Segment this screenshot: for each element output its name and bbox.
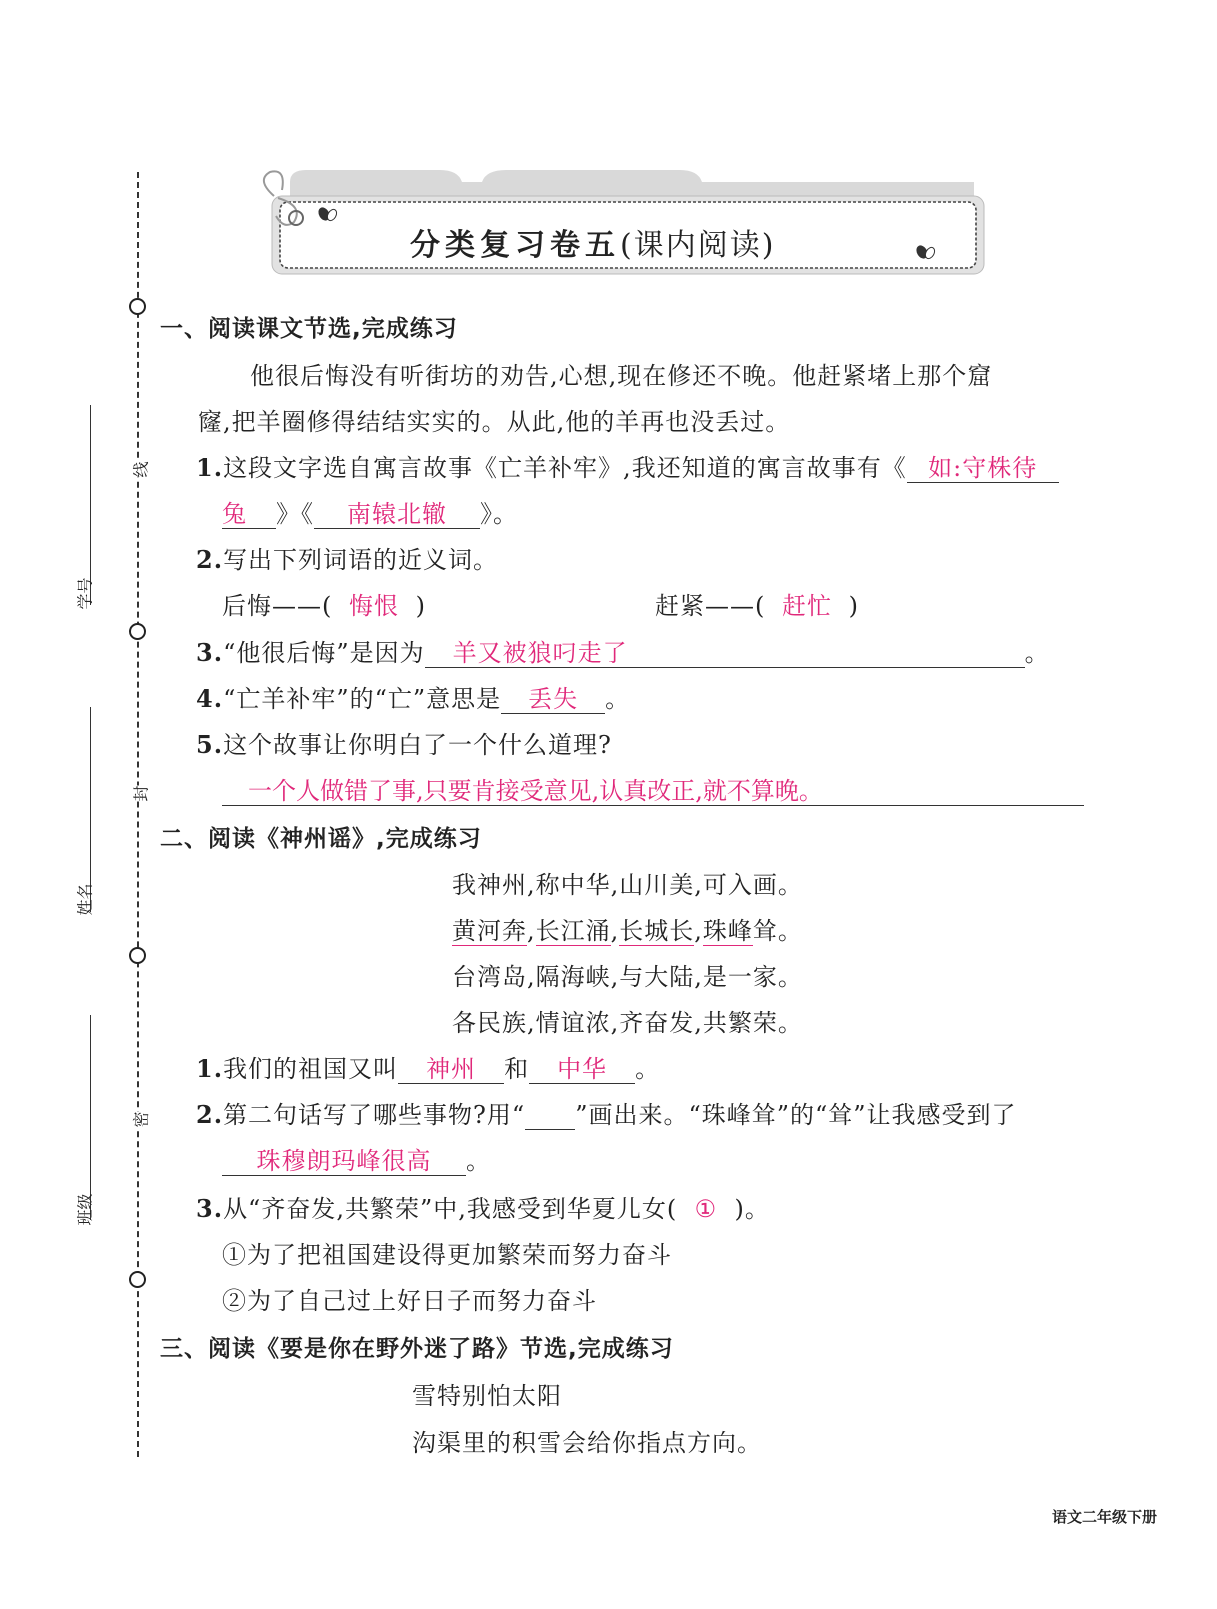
q-number: 2. [196, 545, 224, 574]
q-number: 3. [196, 1194, 224, 1223]
q-number: 3. [196, 638, 224, 667]
s1-question4 [196, 684, 630, 714]
s2-q2-answer[interactable]: 珠穆朗玛峰很高 [222, 1147, 466, 1176]
q-text: 我们的祖国又叫 [223, 1055, 399, 1083]
poem-line4: 各民族,情谊浓,齐奋发,共繁荣。 [452, 1009, 803, 1037]
s2-q2-answer-line [222, 1146, 491, 1176]
q-number: 1. [196, 453, 224, 482]
s1-question1 [196, 453, 1059, 483]
q-text: )。 [734, 1195, 770, 1223]
q-number: 4. [196, 684, 224, 713]
s1-q2-answer1[interactable]: 悔恨 [349, 592, 400, 620]
s1-q5-answer-line [222, 776, 1084, 806]
underlined-item[interactable]: 长城长 [619, 917, 695, 945]
page-title-main: 分类复习卷五 [410, 228, 620, 263]
s2-q3-option1[interactable]: ①为了把祖国建设得更加繁荣而努力奋斗 [222, 1241, 672, 1269]
q-text: 写出下列词语的近义词。 [223, 546, 499, 574]
poem-end: 耸。 [752, 917, 803, 945]
q-text: 这段文字选自寓言故事《亡羊补牢》,我还知道的寓言故事有《 [223, 454, 907, 482]
comma: , [694, 917, 703, 945]
comma: , [610, 917, 620, 945]
word: 后悔——( [222, 592, 333, 620]
class-line[interactable] [90, 1015, 91, 1220]
s1-question3 [196, 638, 1050, 668]
student-id-label: 学号 [75, 577, 95, 610]
s1-q1-answer1[interactable]: 如:守株待 [907, 454, 1059, 483]
student-id-line[interactable] [90, 405, 91, 605]
s1-q1-answer1-cont[interactable]: 兔 [222, 500, 276, 529]
binding-label-xian: 线 [129, 461, 152, 477]
s1-q1-answer2[interactable]: 南辕北辙 [314, 500, 480, 529]
poem-line1: 我神州,称中华,山川美,可入画。 [452, 871, 803, 899]
poem-line2 [452, 916, 803, 946]
q-text: 》《 [276, 500, 314, 528]
q-text: 。 [466, 1147, 491, 1175]
s3-text-line1: 雪特别怕太阳 [412, 1382, 562, 1410]
s2-q3-option2[interactable]: ②为了自己过上好日子而努力奋斗 [222, 1287, 597, 1315]
q-number: 1. [196, 1054, 224, 1083]
q-text: “他很后悔”是因为 [223, 639, 425, 667]
q-text: “亡羊补牢”的“亡”意思是 [223, 685, 502, 713]
banner-tab [290, 170, 974, 198]
s2-question3 [196, 1194, 770, 1224]
s1-q2-pair1 [222, 591, 426, 621]
section1-heading: 一、阅读课文节选,完成练习 [160, 316, 458, 342]
s1-q4-answer[interactable]: 丢失 [501, 685, 605, 714]
s1-question5 [196, 730, 612, 760]
s1-question1-cont [222, 499, 518, 529]
s3-text-line2: 沟渠里的积雪会给你指点方向。 [412, 1429, 762, 1457]
q-text: 。 [605, 685, 631, 713]
section2-heading: 二、阅读《神州谣》,完成练习 [160, 826, 482, 852]
binding-ring [129, 947, 146, 964]
q-text: 和 [504, 1055, 530, 1083]
binding-ring [129, 623, 146, 640]
binding-label-mi: 密 [129, 1111, 152, 1127]
paren: ) [848, 592, 860, 620]
passage1-line1: 他很后悔没有听街坊的劝告,心想,现在修还不晚。他赶紧堵上那个窟 [250, 362, 993, 390]
q-text: 从“齐奋发,共繁荣”中,我感受到华夏儿女( [223, 1195, 678, 1223]
s1-q3-answer[interactable]: 羊又被狼叼走了 [425, 639, 1025, 668]
class-label: 班级 [75, 1193, 95, 1226]
binding-label-feng: 封 [129, 785, 152, 801]
underlined-item[interactable]: 长江涌 [535, 917, 611, 945]
q-text: 。 [1024, 639, 1050, 667]
underline-sample [525, 1129, 575, 1130]
s1-question2 [196, 545, 498, 575]
s2-q1-answer2[interactable]: 中华 [529, 1055, 635, 1084]
s2-q3-answer[interactable]: ① [694, 1195, 718, 1223]
underlined-item[interactable]: 珠峰 [702, 917, 753, 945]
s2-question1 [196, 1054, 660, 1084]
page-title [410, 220, 775, 264]
q-text: 。 [635, 1055, 661, 1083]
q-text: 》。 [480, 500, 518, 528]
passage1-line2: 窿,把羊圈修得结结实实的。从此,他的羊再也没丢过。 [198, 408, 791, 436]
paren: ) [415, 592, 427, 620]
name-line[interactable] [90, 707, 91, 912]
word: 赶紧——( [655, 592, 766, 620]
section3-heading: 三、阅读《要是你在野外迷了路》节选,完成练习 [160, 1336, 674, 1362]
binding-ring [129, 298, 146, 315]
q-number: 2. [196, 1100, 224, 1129]
poem-line3: 台湾岛,隔海峡,与大陆,是一家。 [452, 963, 803, 991]
s2-question2 [196, 1100, 1017, 1130]
q-text: ”画出来。“珠峰耸”的“耸”让我感受到了 [575, 1101, 1017, 1129]
comma: , [527, 917, 536, 945]
q-text: 第二句话写了哪些事物?用“ [223, 1101, 526, 1129]
footer-label: 语文二年级下册 [1052, 1508, 1158, 1526]
binding-ring [129, 1271, 146, 1288]
q-number: 5. [196, 730, 224, 759]
s1-q2-pair2 [655, 591, 859, 621]
page-title-sub: (课内阅读) [620, 228, 776, 263]
s2-q1-answer1[interactable]: 神州 [398, 1055, 504, 1084]
s1-q5-answer[interactable]: 一个人做错了事,只要肯接受意见,认真改正,就不算晚。 [222, 777, 1084, 806]
underlined-item[interactable]: 黄河奔 [452, 917, 527, 945]
s1-q2-answer2[interactable]: 赶忙 [782, 592, 833, 620]
q-text: 这个故事让你明白了一个什么道理? [223, 731, 612, 759]
name-label: 姓名 [75, 883, 95, 916]
binding-line [137, 172, 139, 1457]
